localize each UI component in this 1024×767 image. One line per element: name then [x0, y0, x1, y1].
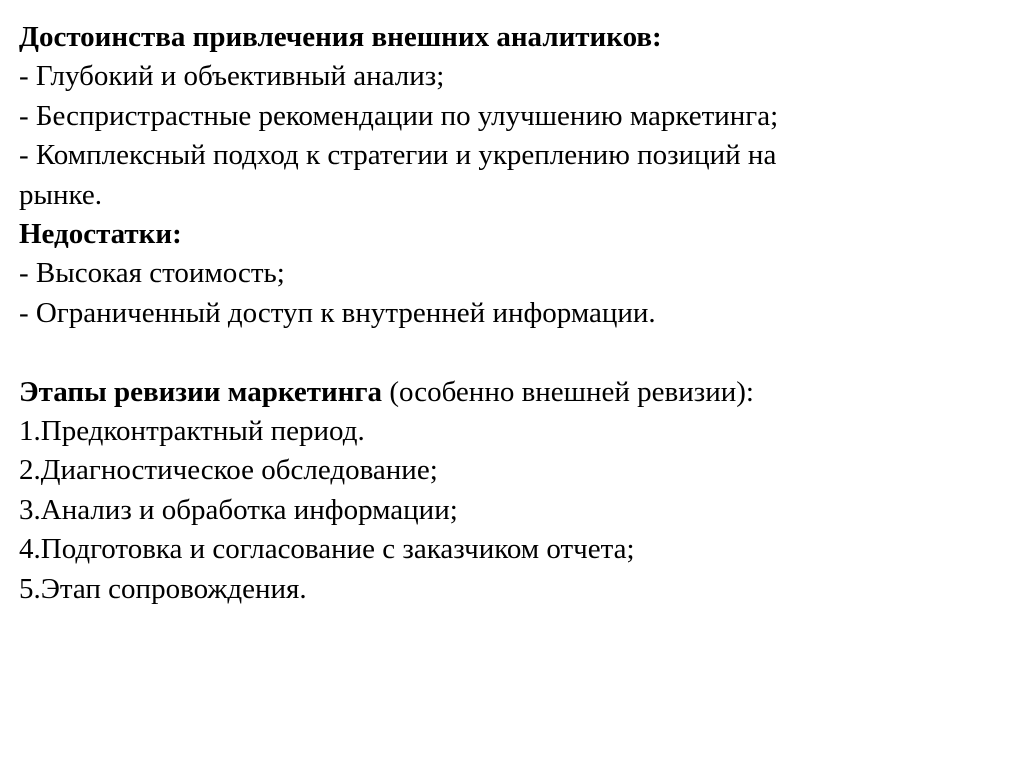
disadvantage-item: - Ограниченный доступ к внутренней информации. [19, 296, 656, 329]
stage-item: 1.Предконтрактный период. [19, 415, 365, 448]
stages-heading-note: (особенно внешней ревизии): [382, 375, 754, 408]
advantage-item-continuation: рынке. [19, 178, 102, 211]
stages-heading-bold: Этапы ревизии маркетинга [19, 375, 383, 408]
advantage-item: - Комплексный подход к стратегии и укреплению позиций на [19, 139, 777, 172]
slide-text [19, 18, 1009, 609]
stage-item: 5.Этап сопровождения. [19, 572, 307, 605]
spacer [19, 333, 1009, 372]
stage-item: 4.Подготовка и согласование с заказчиком отчета; [19, 533, 635, 566]
stages-heading [19, 373, 1009, 412]
disadvantage-item: - Высокая стоимость; [19, 257, 285, 290]
advantages-heading: Достоинства привлечения внешних аналитиков: [19, 21, 662, 53]
advantage-item: - Глубокий и объективный анализ; [19, 60, 445, 93]
advantage-item: - Беспристрастные рекомендации по улучшению маркетинга; [19, 99, 779, 132]
stage-item: 3.Анализ и обработка информации; [19, 493, 458, 526]
disadvantages-heading: Недостатки: [19, 218, 182, 251]
stage-item: 2.Диагностическое обследование; [19, 454, 438, 487]
